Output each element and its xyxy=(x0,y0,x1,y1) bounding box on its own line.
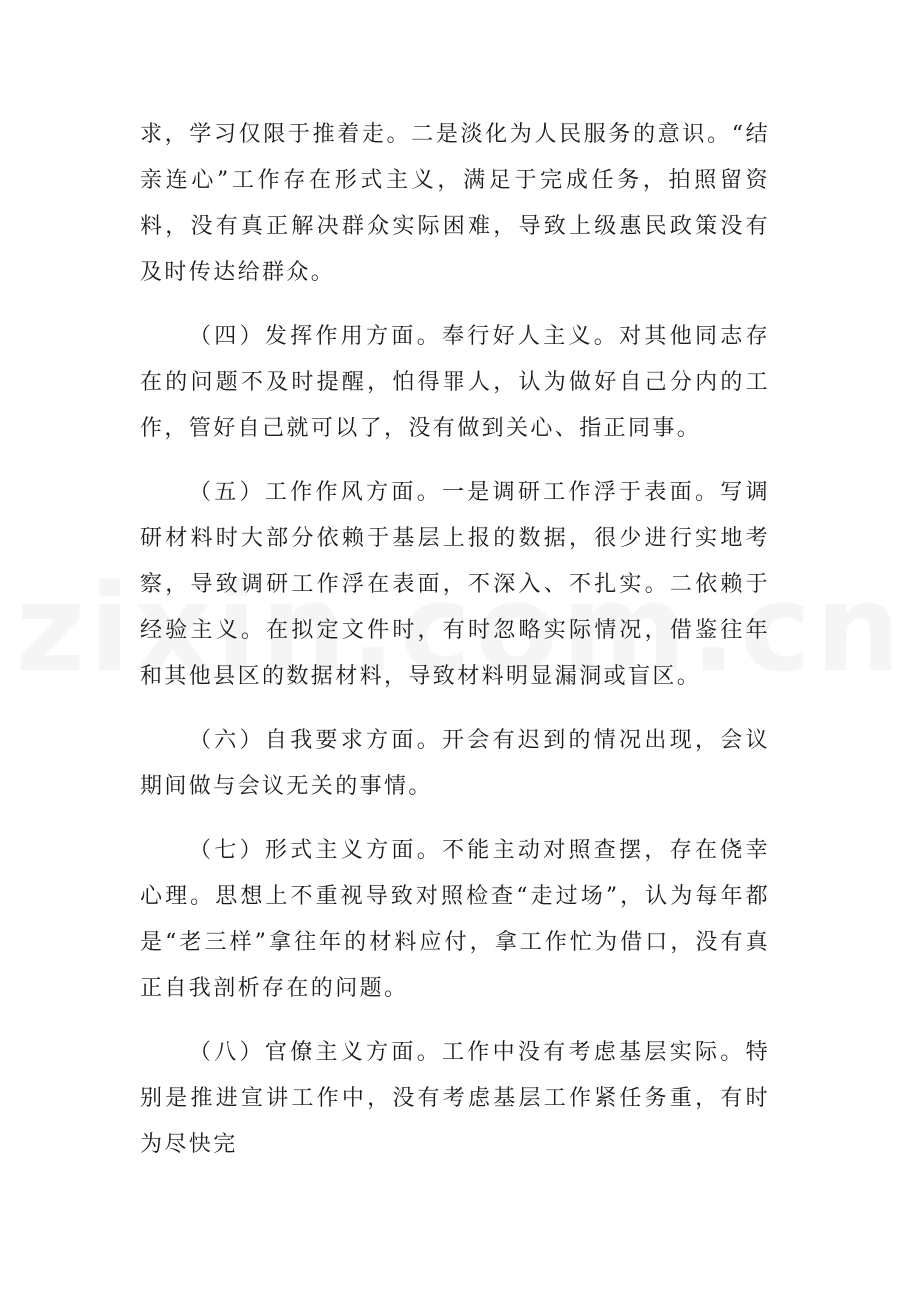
paragraph-8: （八）官僚主义方面。工作中没有考虑基层实际。特别是推进宣讲工作中，没有考虑基层工作紧任务重，有时为尽快完 xyxy=(140,1040,770,1157)
paragraph-continuation: 求，学习仅限于推着走。二是淡化为人民服务的意识。“结亲连心”工作存在形式主义，满足于完成任务，拍照留资料，没有真正解决群众实际困难，导致上级惠民政策没有及时传达给群众。 xyxy=(140,122,770,285)
paragraph-4: （四）发挥作用方面。奉行好人主义。对其他同志存在的问题不及时提醒，怕得罪人，认为做好自己分内的工作，管好自己就可以了，没有做到关心、指正同事。 xyxy=(140,324,770,441)
document-body xyxy=(140,112,770,1186)
paragraph-5: （五）工作作风方面。一是调研工作浮于表面。写调研材料时大部分依赖于基层上报的数据，很少进行实地考察，导致调研工作浮在表面，不深入、不扎实。二依赖于经验主义。在拟定文件时，有时忽略实际情况，借鉴往年和其他县区的数据材料，导致材料明显漏洞或盲区。 xyxy=(140,480,770,689)
paragraph-7: （七）形式主义方面。不能主动对照查摆，存在侥幸心理。思想上不重视导致对照检查“走过场”，认为每年都是“老三样”拿往年的材料应付，拿工作忙为借口，没有真正自我剖析存在的问题。 xyxy=(140,838,770,1001)
paragraph-6: （六）自我要求方面。开会有迟到的情况出现，会议期间做与会议无关的事情。 xyxy=(140,728,770,799)
